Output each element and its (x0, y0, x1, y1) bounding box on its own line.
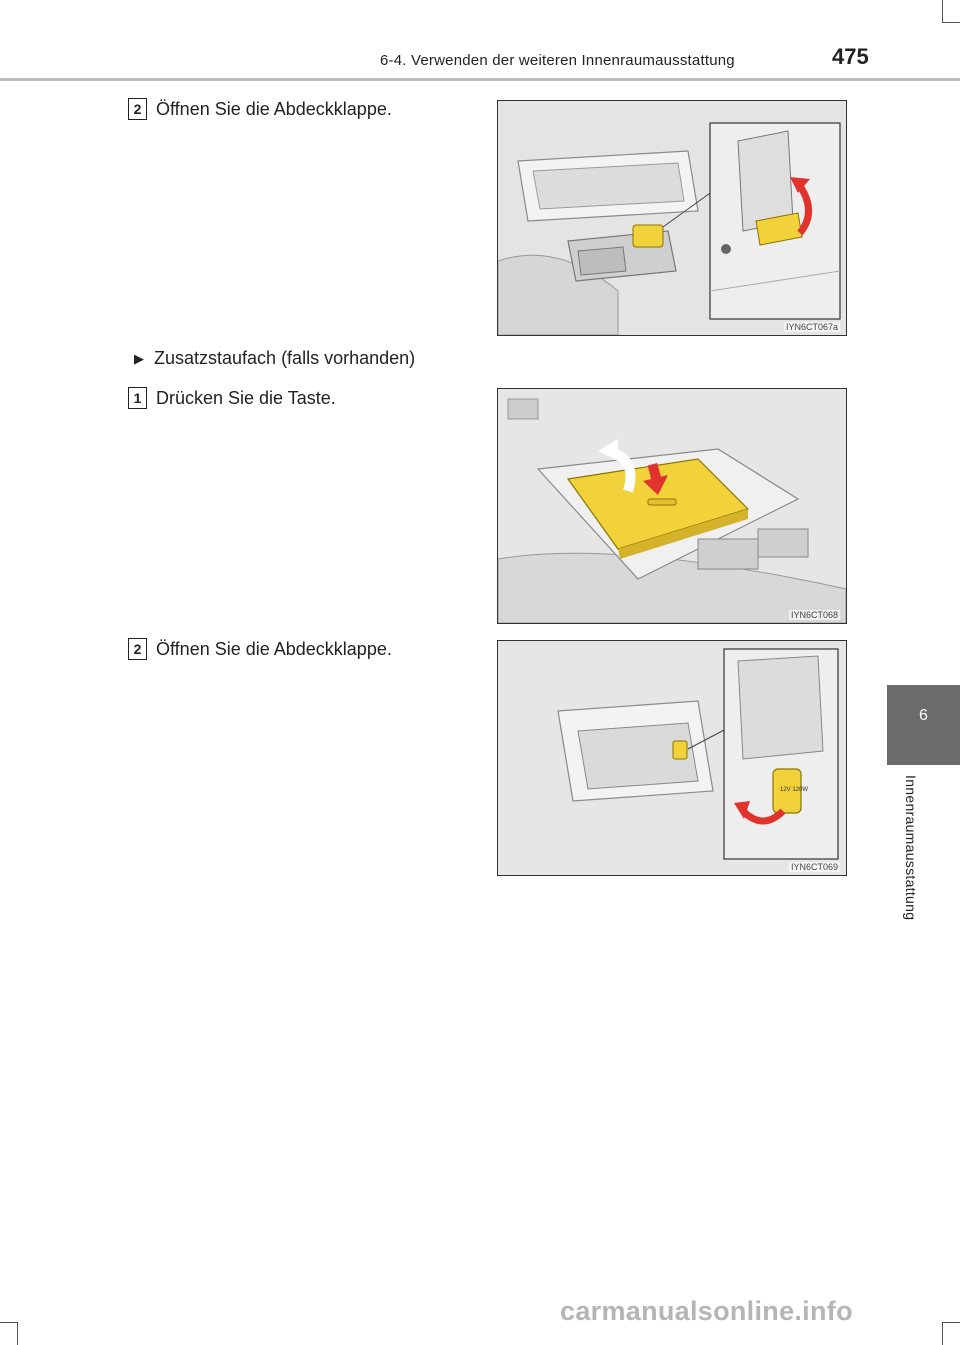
triangle-right-icon: ▶ (134, 351, 144, 366)
step-text: Drücken Sie die Taste. (156, 388, 336, 408)
figure-code: IYN6CT067a (785, 322, 838, 332)
crop-mark (942, 22, 960, 23)
chapter-tab (887, 685, 960, 765)
step-text: Öffnen Sie die Abdeckklappe. (156, 99, 392, 119)
crop-mark (942, 1322, 960, 1323)
crop-mark (942, 1322, 943, 1345)
console-illustration (498, 101, 846, 335)
figure-console-cover (497, 100, 847, 336)
subheading (134, 348, 415, 369)
crop-mark (17, 1322, 18, 1345)
crop-mark (0, 1322, 17, 1323)
step-badge: 1 (128, 387, 147, 409)
figure-storage-cover (497, 640, 847, 876)
subheading-text: Zusatzstaufach (falls vorhanden) (154, 348, 416, 368)
header-rule (0, 78, 960, 81)
step-badge: 2 (128, 638, 147, 660)
chapter-title: Innenraumausstattung (903, 775, 919, 921)
storage-illustration (498, 641, 846, 875)
figure-code: IYN6CT069 (790, 862, 838, 872)
crop-mark (942, 0, 943, 22)
page-number: 475 (832, 44, 869, 69)
step-text: Öffnen Sie die Abdeckklappe. (156, 639, 392, 659)
section-title: 6-4. Verwenden der weiteren Innenraumausstattung (380, 52, 735, 69)
figure-storage-button (497, 388, 847, 624)
figure-code: IYN6CT068 (790, 610, 838, 620)
socket-label: 12V 120W (780, 787, 809, 793)
step-badge: 2 (128, 98, 147, 120)
dashboard-illustration (498, 389, 846, 623)
chapter-number: 6 (919, 707, 928, 724)
watermark: carmanualsonline.info (560, 1296, 853, 1326)
